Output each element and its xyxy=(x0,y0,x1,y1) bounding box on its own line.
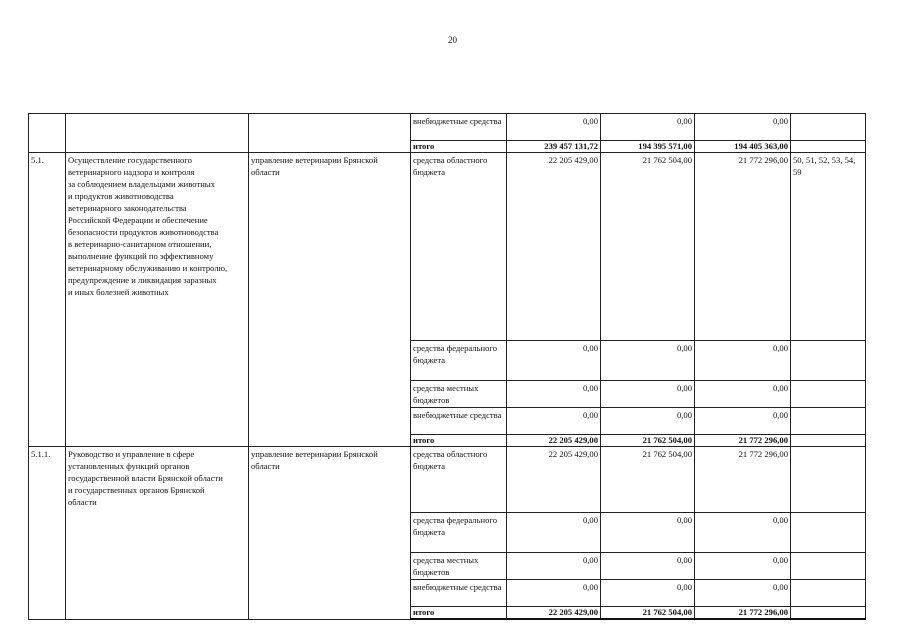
amount-year-2-cell: 0,00 xyxy=(601,408,695,435)
amount-year-1-cell: 0,00 xyxy=(507,114,601,141)
amount-year-1-cell: 0,00 xyxy=(507,381,601,408)
amount-year-2-cell: 0,00 xyxy=(601,553,695,580)
funding-source-cell: внебюджетные средства xyxy=(411,580,507,607)
index-cell: 5.1.1. xyxy=(29,447,66,620)
indicator-refs-cell xyxy=(791,114,866,141)
amount-year-1-cell: 22 205 429,00 xyxy=(507,153,601,341)
amount-year-2-cell: 0,00 xyxy=(601,381,695,408)
funding-source-cell: средства федерального бюджета xyxy=(411,341,507,381)
total-year-2-cell: 21 762 504,00 xyxy=(601,607,695,620)
indicator-refs-cell xyxy=(791,513,866,553)
funding-source-cell: средства местных бюджетов xyxy=(411,553,507,580)
indicator-refs-cell xyxy=(791,580,866,607)
index-cell xyxy=(29,114,66,153)
funding-source-cell: внебюджетные средства xyxy=(411,114,507,141)
table-row xyxy=(29,153,866,341)
budget-table xyxy=(28,113,866,620)
indicator-refs-cell xyxy=(791,447,866,513)
indicator-refs-cell xyxy=(791,341,866,381)
amount-year-1-cell: 0,00 xyxy=(507,341,601,381)
total-label-cell: итого xyxy=(411,141,507,153)
total-year-3-cell: 194 405 363,00 xyxy=(695,141,791,153)
total-year-3-cell: 21 772 296,00 xyxy=(695,607,791,620)
indicator-refs-cell xyxy=(791,553,866,580)
amount-year-3-cell: 0,00 xyxy=(695,114,791,141)
executor-cell xyxy=(249,114,411,153)
amount-year-2-cell: 21 762 504,00 xyxy=(601,447,695,513)
amount-year-3-cell: 21 772 296,00 xyxy=(695,153,791,341)
total-label-cell: итого xyxy=(411,607,507,620)
total-label-cell: итого xyxy=(411,435,507,447)
indicator-refs-cell xyxy=(791,141,866,153)
indicator-refs-cell xyxy=(791,408,866,435)
amount-year-2-cell: 0,00 xyxy=(601,114,695,141)
amount-year-3-cell: 0,00 xyxy=(695,580,791,607)
total-year-1-cell: 22 205 429,00 xyxy=(507,607,601,620)
amount-year-1-cell: 0,00 xyxy=(507,553,601,580)
amount-year-1-cell: 0,00 xyxy=(507,580,601,607)
table-row xyxy=(29,447,866,513)
indicator-refs-cell xyxy=(791,381,866,408)
amount-year-3-cell: 0,00 xyxy=(695,408,791,435)
total-year-1-cell: 22 205 429,00 xyxy=(507,435,601,447)
total-year-3-cell: 21 772 296,00 xyxy=(695,435,791,447)
index-cell: 5.1. xyxy=(29,153,66,447)
funding-source-cell: средства федерального бюджета xyxy=(411,513,507,553)
indicator-refs-cell: 50, 51, 52, 53, 54, 59 xyxy=(791,153,866,341)
executor-cell: управление ветеринарии Брянской области xyxy=(249,447,411,620)
indicator-refs-cell xyxy=(791,607,866,620)
amount-year-3-cell: 0,00 xyxy=(695,513,791,553)
total-year-1-cell: 239 457 131,72 xyxy=(507,141,601,153)
executor-cell: управление ветеринарии Брянской области xyxy=(249,153,411,447)
activity-name-cell xyxy=(66,114,249,153)
amount-year-1-cell: 22 205 429,00 xyxy=(507,447,601,513)
amount-year-2-cell: 0,00 xyxy=(601,580,695,607)
amount-year-2-cell: 21 762 504,00 xyxy=(601,153,695,341)
activity-name-cell: Руководство и управление в сфере установленных функций органов государственной власти Брянской области и государственных органов Брянской области xyxy=(66,447,249,620)
funding-source-cell: средства местных бюджетов xyxy=(411,381,507,408)
funding-source-cell: внебюджетные средства xyxy=(411,408,507,435)
funding-source-cell: средства областного бюджета xyxy=(411,447,507,513)
indicator-refs-cell xyxy=(791,435,866,447)
amount-year-3-cell: 0,00 xyxy=(695,553,791,580)
amount-year-3-cell: 0,00 xyxy=(695,381,791,408)
amount-year-3-cell: 21 772 296,00 xyxy=(695,447,791,513)
amount-year-1-cell: 0,00 xyxy=(507,408,601,435)
amount-year-2-cell: 0,00 xyxy=(601,341,695,381)
table-row xyxy=(29,114,866,141)
amount-year-2-cell: 0,00 xyxy=(601,513,695,553)
total-year-2-cell: 21 762 504,00 xyxy=(601,435,695,447)
activity-name-cell: Осуществление государственного ветеринарного надзора и контроля за соблюдением владельцами животных и продуктов животноводства ветеринарного законодательства Российской Федерации и обеспечение безопасности продуктов животноводства в ветеринарно-санитарном отношении, выполнение функций по эффективному ветеринарному обслуживанию и контролю, предупреждение и ликвидация заразных и иных болезней животных xyxy=(66,153,249,447)
amount-year-1-cell: 0,00 xyxy=(507,513,601,553)
funding-source-cell: средства областного бюджета xyxy=(411,153,507,341)
amount-year-3-cell: 0,00 xyxy=(695,341,791,381)
total-year-2-cell: 194 395 571,00 xyxy=(601,141,695,153)
page-number: 20 xyxy=(448,35,457,45)
